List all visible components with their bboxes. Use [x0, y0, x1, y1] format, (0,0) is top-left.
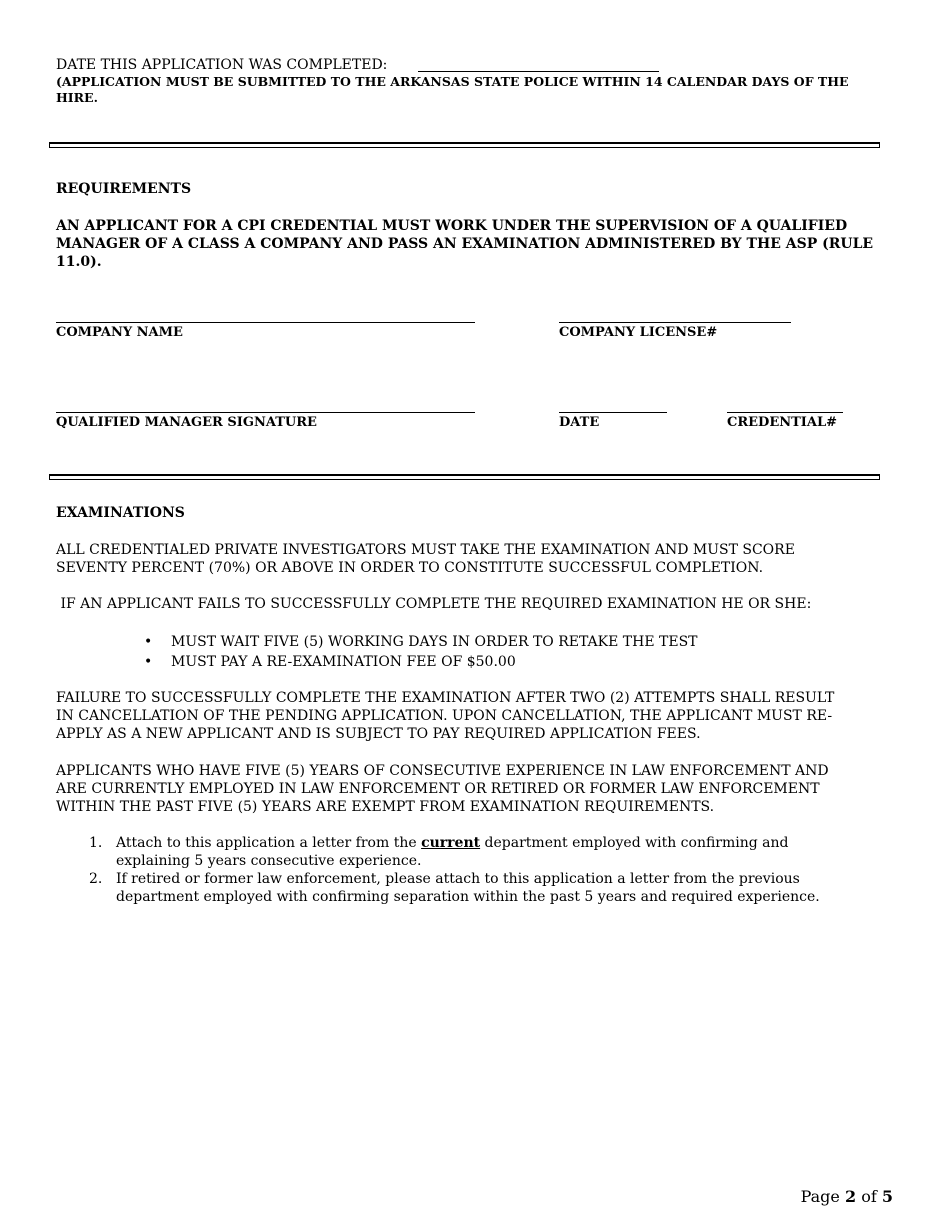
date-completed-field[interactable]	[418, 71, 659, 72]
company-license-label: COMPANY LICENSE#	[559, 325, 718, 340]
current-page: 2	[844, 1187, 857, 1206]
submission-notice-line1: (APPLICATION MUST BE SUBMITTED TO THE ARKANSAS STATE POLICE WITHIN 14 CALENDAR DAYS OF THE	[56, 74, 849, 89]
bullet-item	[144, 632, 698, 652]
numbered-item	[89, 870, 889, 906]
section-divider-top	[49, 142, 880, 148]
requirements-heading: REQUIREMENTS	[56, 181, 192, 197]
qm-signature-field[interactable]	[56, 412, 475, 413]
exam-para1-line1: ALL CREDENTIALED PRIVATE INVESTIGATORS MUST TAKE THE EXAMINATION AND MUST SCORE	[56, 542, 795, 558]
item-line1: If retired or former law enforcement, please attach to this application a letter from the previous	[116, 871, 800, 887]
item-text-pre: Attach to this application a letter from the	[116, 835, 422, 851]
total-pages: 5	[881, 1187, 893, 1206]
item-line2: department employed with confirming separation within the past 5 years and required experience.	[116, 889, 820, 905]
exam-para4-line1: APPLICANTS WHO HAVE FIVE (5) YEARS OF CONSECUTIVE EXPERIENCE IN LAW ENFORCEMENT AND	[56, 763, 829, 779]
requirements-text-line2: MANAGER OF A CLASS A COMPANY AND PASS AN EXAMINATION ADMINISTERED BY THE ASP (RULE	[56, 236, 874, 252]
requirements-text-line3: 11.0).	[56, 254, 102, 270]
item-text-post: department employed with confirming and	[480, 835, 789, 851]
company-name-field[interactable]	[56, 322, 475, 323]
date-field[interactable]	[559, 412, 667, 413]
item-number: 2.	[89, 871, 103, 887]
bullet-text: MUST WAIT FIVE (5) WORKING DAYS IN ORDER TO RETAKE THE TEST	[171, 634, 698, 650]
submission-notice-line2: HIRE.	[56, 90, 98, 105]
credential-label: CREDENTIAL#	[727, 415, 837, 430]
requirements-text-line1: AN APPLICANT FOR A CPI CREDENTIAL MUST WORK UNDER THE SUPERVISION OF A QUALIFIED	[56, 218, 848, 234]
credential-field[interactable]	[727, 412, 843, 413]
section-divider-middle	[49, 474, 880, 480]
exam-para1-line2: SEVENTY PERCENT (70%) OR ABOVE IN ORDER TO CONSTITUTE SUCCESSFUL COMPLETION.	[56, 560, 764, 576]
page-number	[801, 1187, 893, 1207]
item-line1	[116, 834, 889, 852]
examinations-heading: EXAMINATIONS	[56, 505, 185, 521]
exam-para3-line2: IN CANCELLATION OF THE PENDING APPLICATION. UPON CANCELLATION, THE APPLICANT MUST RE-	[56, 708, 833, 724]
company-name-label: COMPANY NAME	[56, 325, 183, 340]
exemption-instructions-list	[89, 834, 889, 906]
bullet-icon: •	[144, 654, 153, 670]
exam-para4-line3: WITHIN THE PAST FIVE (5) YEARS ARE EXEMPT FROM EXAMINATION REQUIREMENTS.	[56, 799, 715, 815]
qm-signature-label: QUALIFIED MANAGER SIGNATURE	[56, 415, 317, 430]
item-number: 1.	[89, 835, 103, 851]
company-license-field[interactable]	[559, 322, 791, 323]
bullet-icon: •	[144, 634, 153, 650]
date-completed-label: DATE THIS APPLICATION WAS COMPLETED:	[56, 57, 388, 73]
exam-para3-line3: APPLY AS A NEW APPLICANT AND IS SUBJECT TO PAY REQUIRED APPLICATION FEES.	[56, 726, 701, 742]
page-word: Page	[800, 1187, 840, 1206]
of-word: of	[861, 1187, 877, 1206]
bullet-item	[144, 652, 698, 672]
bullet-text: MUST PAY A RE-EXAMINATION FEE OF $50.00	[171, 654, 516, 670]
retake-bullet-list	[144, 632, 698, 672]
numbered-item	[89, 834, 889, 870]
exam-para3-line1: FAILURE TO SUCCESSFULLY COMPLETE THE EXAMINATION AFTER TWO (2) ATTEMPTS SHALL RESULT	[56, 690, 835, 706]
exam-para2: IF AN APPLICANT FAILS TO SUCCESSFULLY COMPLETE THE REQUIRED EXAMINATION HE OR SHE:	[56, 596, 812, 612]
item-emphasis: current	[421, 835, 481, 851]
item-line2: explaining 5 years consecutive experience.	[116, 853, 422, 869]
date-label: DATE	[559, 415, 600, 430]
exam-para4-line2: ARE CURRENTLY EMPLOYED IN LAW ENFORCEMENT OR RETIRED OR FORMER LAW ENFORCEMENT	[56, 781, 820, 797]
